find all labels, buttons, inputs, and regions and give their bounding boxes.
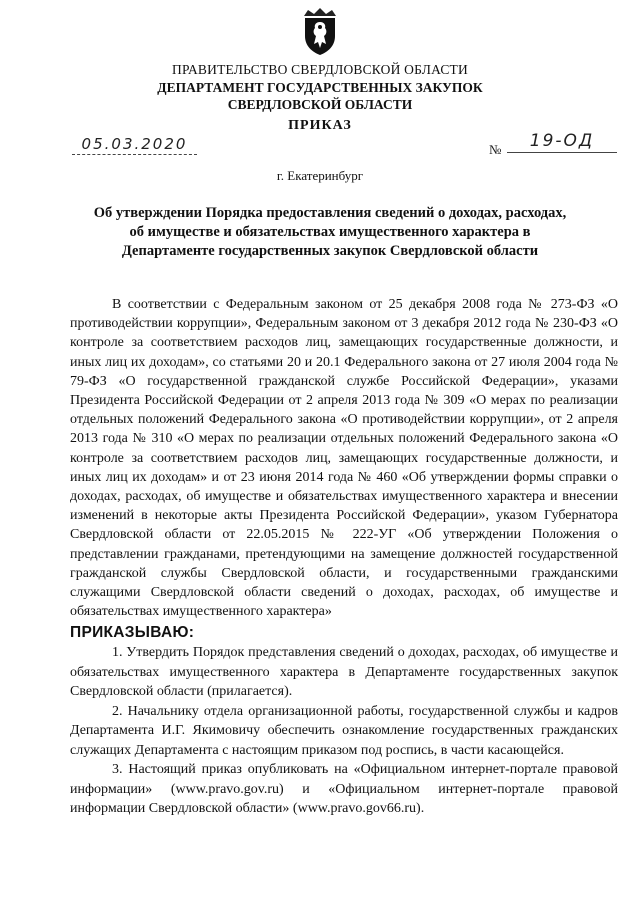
coat-of-arms-icon — [300, 6, 340, 56]
document-type: ПРИКАЗ — [288, 118, 352, 133]
number-label: № — [489, 142, 502, 157]
city: г. Екатеринбург — [276, 168, 364, 183]
order-items — [70, 643, 618, 819]
title-line: об имуществе и обязательствах имущественного характера в — [129, 224, 531, 240]
order-title — [70, 204, 590, 261]
order-item: 1. Утвердить Порядок представления сведений о доходах, расходах, об имуществе и обязательствах имущественного характера в Департаменте государственных закупок Свердловской области (прилагается). — [70, 645, 618, 699]
order-item: 2. Начальнику отдела организационной работы, государственной службы и кадров Департамента И.Г. Якимовичу обеспечить ознакомление государственных гражданских служащих Департамента с настоящим приказом под роспись, в части касающейся. — [70, 703, 618, 758]
title-line: Департаменте государственных закупок Свердловской области — [121, 243, 539, 259]
title-line: Об утверждении Порядка предоставления сведений о доходах, расходах, — [93, 205, 567, 221]
government-name: ПРАВИТЕЛЬСТВО СВЕРДЛОВСКОЙ ОБЛАСТИ — [172, 62, 468, 77]
order-item: 3. Настоящий приказ опубликовать на «Официальном интернет-портале правовой информации» (www.pravo.gov.ru) и «Официальном интернет-портале правовой информации Свердловской области» (www.pravo.gov66.ru). — [70, 762, 618, 816]
orders-word: ПРИКАЗЫВАЮ: — [70, 624, 195, 641]
preamble-text: В соответствии с Федеральным законом от 25 декабря 2008 года № 273-ФЗ «О противодействии коррупции», Федеральным законом от 3 декабря 2012 года № 230-ФЗ «О контроле за соответствием расходов лиц, замещающих государственные должности, и иных лиц их доходам», со статьями 20 и 20.1 Федерального закона от 27 июля 2004 года № 79-ФЗ «О государственной гражданской службе Российской Федерации», указами Президента Российской Федерации от 2 апреля 2013 года № 309 «О мерах по реализации отдельных положений Федерального закона «О противодействии коррупции», от 2 апреля 2013 года № 310 «О мерах по реализации отдельных положений Федерального закона «О контроле за соответствием расходов лиц, замещающих государственные должности, и иных лиц их доходам» и от 23 июня 2014 года № 460 «Об утверждении формы справки о доходах, расходах, об имуществе и обязательствах имущественного характера и внесении изменений в некоторые акты Президента Российской Федерации», указом Губернатора Свердловской области от 22.05.2015 № 222-УГ «Об утверждении Положения о представлении гражданами, претендующими на замещение должностей государственной гражданской службы Свердловской области, и государственными гражданскими служащими Свердловской области сведений о доходах, расходах, об имуществе и обязательствах имущественного характера» — [70, 297, 618, 620]
order-number: 19-ОД — [507, 131, 617, 153]
preamble — [70, 295, 618, 621]
department-name-line1: ДЕПАРТАМЕНТ ГОСУДАРСТВЕННЫХ ЗАКУПОК — [157, 80, 483, 95]
order-date: 05.03.2020 — [72, 135, 197, 155]
department-name-line2: СВЕРДЛОВСКОЙ ОБЛАСТИ — [227, 97, 413, 112]
